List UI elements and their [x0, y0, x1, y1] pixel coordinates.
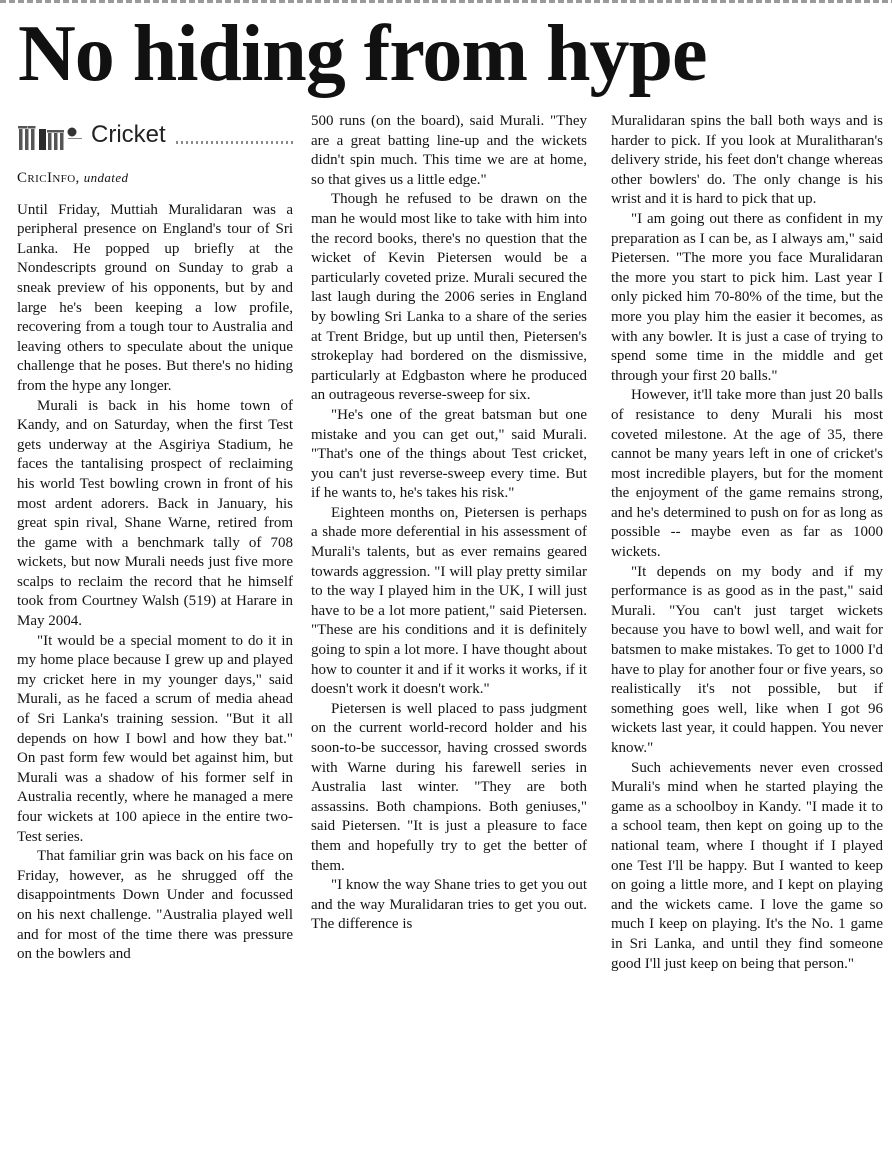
- column-2: [311, 112, 587, 1162]
- article-paragraph: "I know the way Shane tries to get you out and the way Muralidaran tries to get you out. The difference is: [311, 877, 587, 933]
- article-paragraph: However, it'll take more than just 20 balls of resistance to deny Murali his most coveted milestone. At the age of 35, there cannot be many years left in one of cricket's most incredible players, but for the moment the enjoyment of the game remains strong, and he's determined to push on for as long as possible -- maybe even as far as 1000 wickets.: [611, 387, 883, 561]
- section-dotted-rule: [176, 141, 293, 144]
- article-paragraph: Murali is back in his home town of Kandy, and on Saturday, when the first Test gets underway at the Asgiriya Stadium, he faces the tantalising prospect of reclaiming his world Test bowling crown in front of his most ardent adorers. Back in January, his great spin rival, Shane Warne, retired from the game with a benchmark tally of 708 wickets, but now Murali needs just five more scalps to reclaim the record that he himself took from Courtney Walsh (519) at Harare in May 2004.: [17, 397, 293, 630]
- article-paragraph: Muralidaran spins the ball both ways and is harder to pick. If you look at Muralitharan's delivery stride, his feet don't change whereas other bowlers' do. The only change is his wrist and it is hard to pick that up.: [611, 113, 883, 208]
- byline-date: undated: [83, 170, 129, 185]
- article-paragraph: "I am going out there as confident in my preparation as I can be, as I always am," said Pietersen. "The more you face Muralidaran the more you start to pick him. Last year I only picked him 70-80% of the time, but the more you play him the easier it becomes, as with any bowler. It is just a case of trying to spend some time in the middle and get through your first 20 balls.": [611, 210, 883, 384]
- headline: No hiding from hype: [18, 10, 707, 98]
- article-paragraph: "It depends on my body and if my performance is as good as in the past," said Murali. "You can't just target wickets because you have to bowl well, and wait for batsmen to make mistakes. To get to 1000 I'd have to play for another four or five years, so realistically it's not possible, but if something goes well, like when I got 96 wickets last year, it could happen. You never know.": [611, 563, 883, 756]
- section-name: Cricket: [91, 121, 166, 149]
- article-paragraph: Pietersen is well placed to pass judgment on the current world-record holder and his soon-to-be successor, having crossed swords with Warne during his farewell series in Australia last winter. "They are both assassins. Both champions. Both geniuses," said Pietersen. "It is just a pleasure to face them and hopefully try to get the better of them.: [311, 700, 587, 874]
- section-header: [17, 114, 293, 156]
- article-paragraph: Until Friday, Muttiah Muralidaran was a peripheral presence on England's tour of Sri Lanka. He popped up briefly at the Nondescripts ground on Sunday to grab a sneak preview of his opponents, but by and large he's been keeping a low profile, recovering from a tough tour to Australia and leaving others to speculate about the unique challenge that he poses. But there's no hiding from the hype any longer.: [17, 201, 293, 394]
- article-paragraph: Eighteen months on, Pietersen is perhaps a shade more deferential in his assessment of Murali's talents, but as ever remains geared towards aggression. "I will play pretty similar to the way I played him in the UK, I will just have to be a lot more patient," said Pietersen. "These are his conditions and it is definitely going to spin a lot more. I have thought about how to counter it and if it works it works, if it doesn't work it doesn't work.": [311, 504, 587, 698]
- article-paragraph: Such achievements never even crossed Murali's mind when he started playing the game as a schoolboy in Kandy. "I made it to a school team, then kept on going up to the national team, where I thought if I played one Test I'll be happy. But I wanted to keep on going a little more, and I kept on playing and the wickets came. I love the game so much I keep on playing. It's the No. 1 game in Sri Lanka, and until they find someone good I'll just keep on being that person.": [611, 759, 883, 972]
- article-paragraph: That familiar grin was back on his face on Friday, however, as he shrugged off the disappointments Down Under and focussed on his next challenge. "Australia played well and for most of the time there was pressure on the bowlers and: [17, 848, 293, 963]
- top-rule: [0, 0, 892, 3]
- article-paragraph: Though he refused to be drawn on the man he would most like to take with him into the record books, there's no question that the wicket of Kevin Pietersen would be a particularly coveted prize. Murali secured the last laugh during the 2006 series in England by bowling Sri Lanka to a share of the series at Trent Bridge, but up until then, Pietersen's strokeplay had bordered on the dismissive, particularly at Edgbaston where he produced an outrageous reverse-sweep for six.: [311, 191, 587, 404]
- cricket-stumps-icon: [17, 120, 87, 150]
- article-paragraph: 500 runs (on the board), said Murali. "They are a great batting line-up and the wickets didn't spin much. This time we are at home, so that gives us a little edge.": [311, 113, 587, 188]
- article-paragraph: "He's one of the great batsman but one mistake and you can get out," said Murali. "That's one of the things about Test cricket, you can't just reverse-sweep every time. But if he wants to, he's takes his risk.": [311, 406, 587, 502]
- byline-source: CricInfo,: [17, 170, 80, 186]
- column-3: [611, 112, 883, 1162]
- column-1: [17, 112, 293, 1162]
- article-paragraph: "It would be a special moment to do it in my home place because I grew up and played my cricket here in my younger days," said Murali, as he faced a scrum of media ahead of Sri Lanka's training session. "But it all depends on how I bowl and how they bat." On past form few would bet against him, but Murali was a shadow of his former self in Australia recently, where he managed a mere four wickets at 100 apiece in the entire two-Test series.: [17, 632, 293, 845]
- byline: [17, 168, 293, 189]
